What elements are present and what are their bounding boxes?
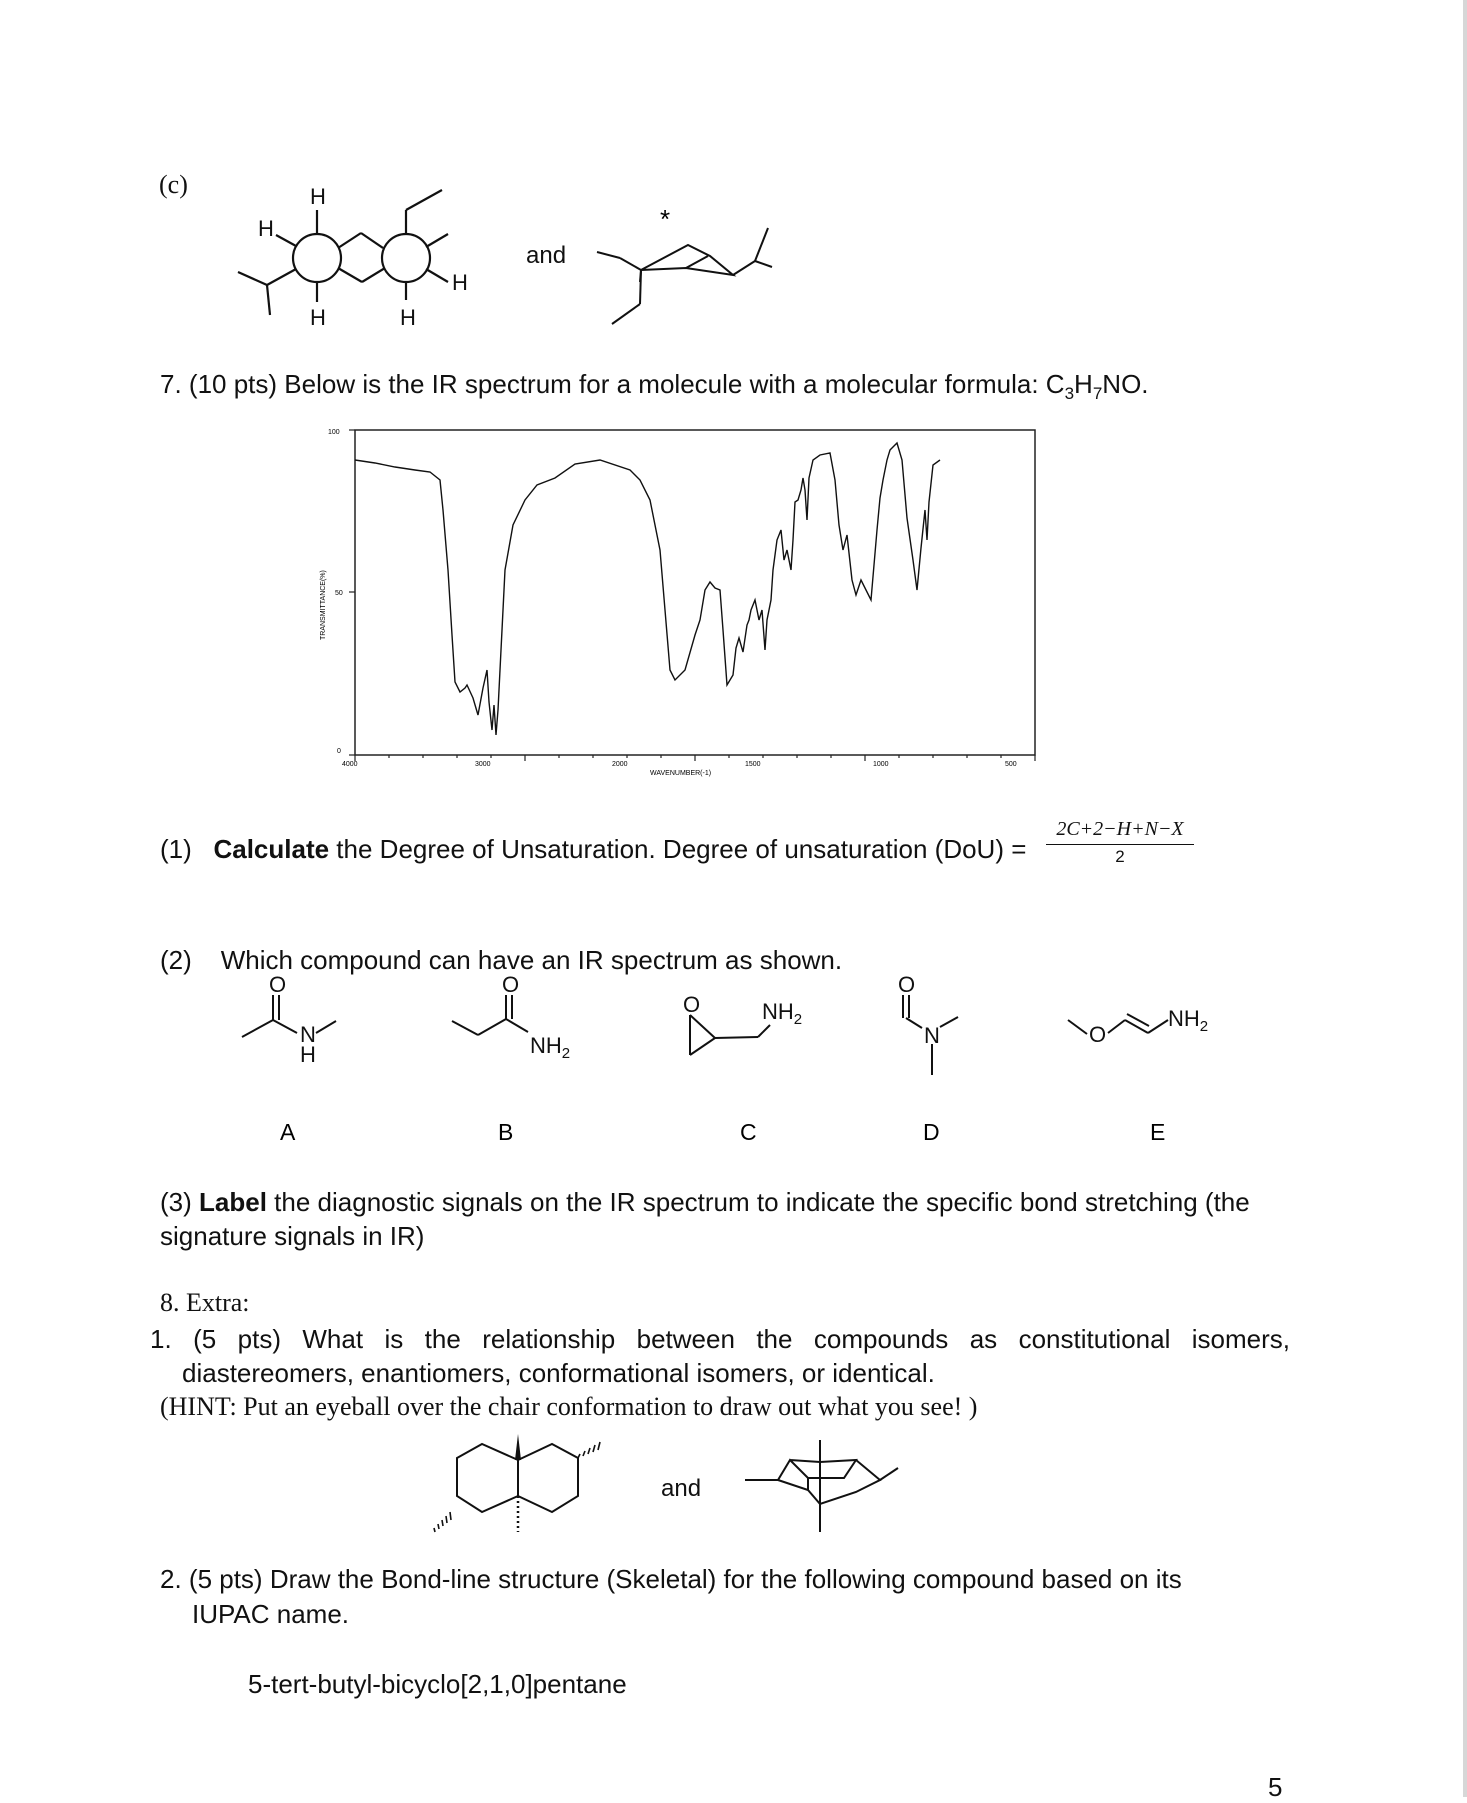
part-c-label: (c) — [159, 170, 188, 199]
x-tick-3000: 3000 — [475, 761, 491, 768]
q8-item1-line2: diastereomers, enantiomers, conformational isomers, or identical. — [182, 1358, 935, 1388]
q8-and: and — [661, 1475, 702, 1502]
y-tick-50: 50 — [335, 590, 343, 597]
x-tick-1000: 1000 — [873, 761, 889, 768]
newman-h-left: H — [258, 216, 274, 241]
A-hydrogen: H — [300, 1042, 316, 1067]
dou-denominator: 2 — [1115, 847, 1125, 866]
choice-E: E — [1150, 1119, 1166, 1145]
newman-h-right: H — [452, 270, 468, 295]
q8-item2-line1: 2. (5 pts) Draw the Bond-line structure (Skeletal) for the following compound based on its — [160, 1564, 1182, 1594]
D-nitrogen: N — [924, 1023, 940, 1048]
C-amine: $NH_2$ — [762, 999, 803, 1028]
ir-trace — [355, 443, 940, 735]
q8-title: 8. Extra: — [160, 1288, 250, 1317]
choice-D: D — [923, 1119, 940, 1145]
part-c-and: and — [526, 242, 567, 269]
newman-projections-figure — [230, 170, 570, 335]
A-oxygen: O — [269, 975, 287, 997]
compound-name: 5-tert-butyl-bicyclo[2,1,0]pentane — [248, 1669, 627, 1699]
q7-part1: (1) Calculate the Degree of Unsaturation. Degree of unsaturation (DoU) = — [160, 834, 1027, 864]
x-tick-4000: 4000 — [342, 761, 358, 768]
q7-part3: (3) Label the diagnostic signals on the IR spectrum to indicate the specific bond stretching (the signature signals in IR) — [160, 1187, 1250, 1251]
y-tick-0: 0 — [337, 748, 341, 755]
stereo-star: * — [660, 204, 671, 234]
q8-hint: (HINT: Put an eyeball over the chair conformation to draw out what you see! ) — [160, 1392, 978, 1421]
B-oxygen: O — [502, 975, 520, 997]
q8-item2-line2: IUPAC name. — [192, 1599, 350, 1629]
C-oxygen: O — [683, 992, 701, 1017]
newman-h-bottom-left: H — [310, 305, 326, 330]
q7-title: 7. (10 pts) Below is the IR spectrum for a molecule with a molecular formula: $C_3H_7NO$. — [160, 369, 1149, 404]
x-axis-label: WAVENUMBER(-1) — [650, 770, 712, 777]
wedge-bond — [515, 1434, 521, 1460]
D-oxygen: O — [898, 975, 916, 997]
A-nitrogen: N — [300, 1022, 316, 1047]
choice-B: B — [498, 1119, 514, 1145]
E-oxygen: O — [1089, 1022, 1107, 1047]
y-tick-100: 100 — [328, 429, 340, 436]
chair-conformation-figure — [592, 200, 782, 335]
q7-part2: (2) Which compound can have an IR spectrum as shown. — [160, 945, 843, 975]
x-tick-2000: 2000 — [612, 761, 628, 768]
q8-item1-line1: 1. (5 pts) What is the relationship between the compounds as constitutional isomers, — [150, 1324, 1290, 1354]
dou-formula — [1046, 818, 1194, 867]
x-tick-1500: 1500 — [745, 761, 761, 768]
page-number: 5 — [1268, 1772, 1283, 1802]
dou-numerator: 2C+2−H+N−X — [1046, 818, 1194, 845]
y-axis-label: TRANSMITTANCE(%) — [320, 570, 327, 640]
compound-choices-figure — [230, 975, 1250, 1145]
ir-spectrum-chart — [315, 420, 1045, 780]
B-amine: $NH_2$ — [530, 1033, 571, 1062]
newman-h-top: H — [310, 184, 326, 209]
x-tick-500: 500 — [1005, 761, 1017, 768]
choice-C: C — [740, 1119, 757, 1145]
page-edge-shadow — [1463, 0, 1467, 1797]
choice-A: A — [280, 1119, 296, 1145]
ir-plot-frame — [355, 430, 1035, 755]
E-amine: $NH_2$ — [1168, 1006, 1209, 1035]
newman-h-bottom-right: H — [400, 305, 416, 330]
